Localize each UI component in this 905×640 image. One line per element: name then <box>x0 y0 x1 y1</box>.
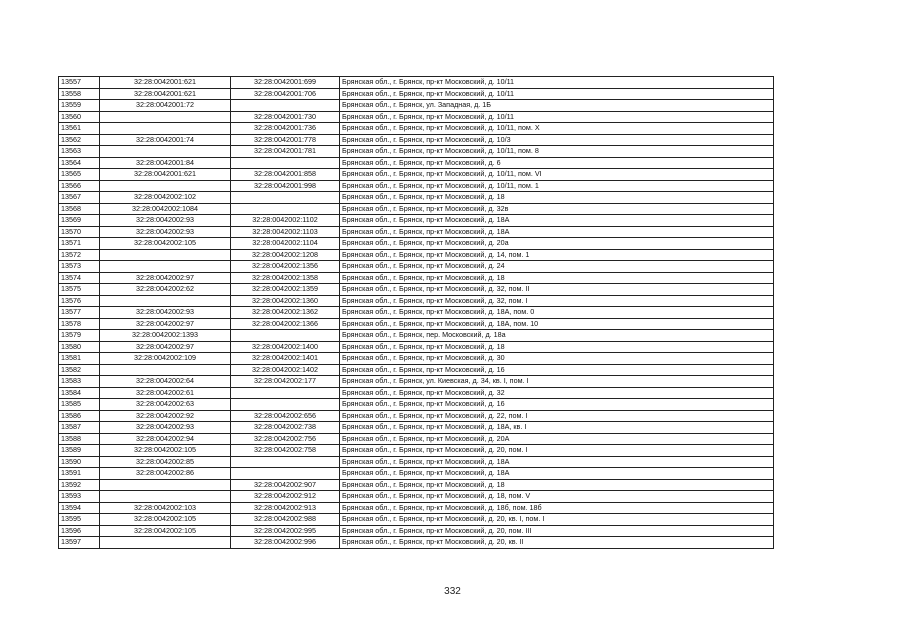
address-cell: Брянская обл., г. Брянск, пр-кт Московский, д. 18б, пом. 18б <box>340 502 774 514</box>
object-cadastral-number-cell <box>231 468 340 480</box>
object-cadastral-number-cell: 32:28:0042002:1362 <box>231 307 340 319</box>
row-number-cell: 13578 <box>59 318 100 330</box>
row-number-cell: 13572 <box>59 249 100 261</box>
row-number-cell: 13593 <box>59 491 100 503</box>
table-row <box>59 341 774 353</box>
table-row <box>59 272 774 284</box>
address-cell: Брянская обл., г. Брянск, пр-кт Московский, д. 10/11, пом. VI <box>340 169 774 181</box>
land-cadastral-number-cell: 32:28:0042002:93 <box>100 226 231 238</box>
table-row <box>59 284 774 296</box>
object-cadastral-number-cell: 32:28:0042002:1103 <box>231 226 340 238</box>
object-cadastral-number-cell: 32:28:0042002:756 <box>231 433 340 445</box>
table-row <box>59 77 774 89</box>
table-row <box>59 249 774 261</box>
object-cadastral-number-cell <box>231 387 340 399</box>
table-row <box>59 479 774 491</box>
row-number-cell: 13586 <box>59 410 100 422</box>
address-cell: Брянская обл., г. Брянск, пр-кт Московский, д. 16 <box>340 399 774 411</box>
table-row <box>59 238 774 250</box>
table-row <box>59 364 774 376</box>
land-cadastral-number-cell <box>100 364 231 376</box>
object-cadastral-number-cell: 32:28:0042001:706 <box>231 88 340 100</box>
row-number-cell: 13559 <box>59 100 100 112</box>
table-row <box>59 387 774 399</box>
object-cadastral-number-cell: 32:28:0042001:730 <box>231 111 340 123</box>
page-number: 332 <box>444 586 461 597</box>
land-cadastral-number-cell: 32:28:0042001:84 <box>100 157 231 169</box>
table-row <box>59 456 774 468</box>
address-cell: Брянская обл., г. Брянск, пр-кт Московский, д. 18 <box>340 479 774 491</box>
object-cadastral-number-cell <box>231 456 340 468</box>
table-row <box>59 376 774 388</box>
land-cadastral-number-cell: 32:28:0042002:93 <box>100 215 231 227</box>
table-row <box>59 169 774 181</box>
land-cadastral-number-cell: 32:28:0042002:92 <box>100 410 231 422</box>
address-cell: Брянская обл., г. Брянск, пр-кт Московский, д. 10/11 <box>340 77 774 89</box>
row-number-cell: 13564 <box>59 157 100 169</box>
row-number-cell: 13589 <box>59 445 100 457</box>
row-number-cell: 13587 <box>59 422 100 434</box>
table-row <box>59 468 774 480</box>
land-cadastral-number-cell: 32:28:0042002:97 <box>100 341 231 353</box>
address-cell: Брянская обл., г. Брянск, пр-кт Московский, д. 10/11 <box>340 111 774 123</box>
row-number-cell: 13562 <box>59 134 100 146</box>
object-cadastral-number-cell: 32:28:0042002:177 <box>231 376 340 388</box>
address-cell: Брянская обл., г. Брянск, пр-кт Московский, д. 18 <box>340 192 774 204</box>
row-number-cell: 13588 <box>59 433 100 445</box>
land-cadastral-number-cell <box>100 295 231 307</box>
address-cell: Брянская обл., г. Брянск, пр-кт Московский, д. 32, пом. II <box>340 284 774 296</box>
row-number-cell: 13595 <box>59 514 100 526</box>
land-cadastral-number-cell: 32:28:0042001:72 <box>100 100 231 112</box>
row-number-cell: 13563 <box>59 146 100 158</box>
land-cadastral-number-cell: 32:28:0042002:105 <box>100 445 231 457</box>
address-cell: Брянская обл., г. Брянск, ул. Западная, д. 1Б <box>340 100 774 112</box>
object-cadastral-number-cell: 32:28:0042001:699 <box>231 77 340 89</box>
land-cadastral-number-cell <box>100 537 231 549</box>
land-cadastral-number-cell: 32:28:0042002:109 <box>100 353 231 365</box>
address-cell: Брянская обл., г. Брянск, пр-кт Московский, д. 18А, пом. 0 <box>340 307 774 319</box>
row-number-cell: 13567 <box>59 192 100 204</box>
address-cell: Брянская обл., г. Брянск, пр-кт Московский, д. 20, кв. II <box>340 537 774 549</box>
object-cadastral-number-cell: 32:28:0042002:995 <box>231 525 340 537</box>
table-row <box>59 422 774 434</box>
object-cadastral-number-cell: 32:28:0042002:1359 <box>231 284 340 296</box>
address-cell: Брянская обл., г. Брянск, пр-кт Московский, д. 20, пом. I <box>340 445 774 457</box>
land-cadastral-number-cell: 32:28:0042002:102 <box>100 192 231 204</box>
land-cadastral-number-cell: 32:28:0042002:64 <box>100 376 231 388</box>
table-row <box>59 307 774 319</box>
land-cadastral-number-cell: 32:28:0042002:105 <box>100 238 231 250</box>
table-row <box>59 123 774 135</box>
row-number-cell: 13558 <box>59 88 100 100</box>
land-cadastral-number-cell: 32:28:0042002:93 <box>100 307 231 319</box>
address-cell: Брянская обл., г. Брянск, пр-кт Московский, д. 6 <box>340 157 774 169</box>
object-cadastral-number-cell: 32:28:0042001:778 <box>231 134 340 146</box>
object-cadastral-number-cell: 32:28:0042002:1402 <box>231 364 340 376</box>
object-cadastral-number-cell: 32:28:0042001:858 <box>231 169 340 181</box>
row-number-cell: 13571 <box>59 238 100 250</box>
land-cadastral-number-cell <box>100 479 231 491</box>
object-cadastral-number-cell: 32:28:0042002:1356 <box>231 261 340 273</box>
address-cell: Брянская обл., г. Брянск, пр-кт Московский, д. 10/3 <box>340 134 774 146</box>
address-cell: Брянская обл., г. Брянск, пр-кт Московский, д. 18А <box>340 456 774 468</box>
table-row <box>59 100 774 112</box>
land-cadastral-number-cell: 32:28:0042002:85 <box>100 456 231 468</box>
land-cadastral-number-cell: 32:28:0042002:97 <box>100 272 231 284</box>
table-row <box>59 318 774 330</box>
object-cadastral-number-cell: 32:28:0042002:1208 <box>231 249 340 261</box>
object-cadastral-number-cell: 32:28:0042002:1400 <box>231 341 340 353</box>
object-cadastral-number-cell: 32:28:0042002:1104 <box>231 238 340 250</box>
row-number-cell: 13591 <box>59 468 100 480</box>
address-cell: Брянская обл., г. Брянск, пр-кт Московский, д. 32, пом. I <box>340 295 774 307</box>
land-cadastral-number-cell <box>100 249 231 261</box>
object-cadastral-number-cell: 32:28:0042002:1366 <box>231 318 340 330</box>
object-cadastral-number-cell: 32:28:0042001:781 <box>231 146 340 158</box>
object-cadastral-number-cell <box>231 192 340 204</box>
row-number-cell: 13569 <box>59 215 100 227</box>
address-cell: Брянская обл., г. Брянск, пр-кт Московский, д. 18А, пом. 10 <box>340 318 774 330</box>
address-cell: Брянская обл., г. Брянск, пр-кт Московский, д. 18 <box>340 341 774 353</box>
table-row <box>59 146 774 158</box>
registry-table <box>58 76 774 549</box>
table-row <box>59 157 774 169</box>
registry-table-body <box>59 77 774 549</box>
object-cadastral-number-cell: 32:28:0042002:907 <box>231 479 340 491</box>
object-cadastral-number-cell: 32:28:0042002:1358 <box>231 272 340 284</box>
land-cadastral-number-cell: 32:28:0042002:97 <box>100 318 231 330</box>
land-cadastral-number-cell: 32:28:0042002:86 <box>100 468 231 480</box>
row-number-cell: 13597 <box>59 537 100 549</box>
table-row <box>59 295 774 307</box>
row-number-cell: 13568 <box>59 203 100 215</box>
address-cell: Брянская обл., г. Брянск, ул. Киевская, д. 34, кв. I, пом. I <box>340 376 774 388</box>
land-cadastral-number-cell <box>100 491 231 503</box>
row-number-cell: 13576 <box>59 295 100 307</box>
address-cell: Брянская обл., г. Брянск, пр-кт Московский, д. 10/11, пом. 1 <box>340 180 774 192</box>
address-cell: Брянская обл., г. Брянск, пр-кт Московский, д. 18А <box>340 215 774 227</box>
land-cadastral-number-cell: 32:28:0042001:74 <box>100 134 231 146</box>
land-cadastral-number-cell: 32:28:0042001:621 <box>100 77 231 89</box>
object-cadastral-number-cell: 32:28:0042002:913 <box>231 502 340 514</box>
row-number-cell: 13574 <box>59 272 100 284</box>
land-cadastral-number-cell: 32:28:0042002:62 <box>100 284 231 296</box>
table-row <box>59 330 774 342</box>
object-cadastral-number-cell: 32:28:0042001:998 <box>231 180 340 192</box>
address-cell: Брянская обл., г. Брянск, пр-кт Московский, д. 18А, кв. I <box>340 422 774 434</box>
land-cadastral-number-cell: 32:28:0042002:1393 <box>100 330 231 342</box>
address-cell: Брянская обл., г. Брянск, пр-кт Московский, д. 20А <box>340 433 774 445</box>
row-number-cell: 13577 <box>59 307 100 319</box>
object-cadastral-number-cell: 32:28:0042002:1102 <box>231 215 340 227</box>
table-row <box>59 410 774 422</box>
table-row <box>59 261 774 273</box>
object-cadastral-number-cell: 32:28:0042002:1360 <box>231 295 340 307</box>
row-number-cell: 13584 <box>59 387 100 399</box>
address-cell: Брянская обл., г. Брянск, пр-кт Московский, д. 10/11, пом. X <box>340 123 774 135</box>
table-row <box>59 525 774 537</box>
table-row <box>59 215 774 227</box>
land-cadastral-number-cell <box>100 111 231 123</box>
row-number-cell: 13566 <box>59 180 100 192</box>
row-number-cell: 13570 <box>59 226 100 238</box>
table-row <box>59 491 774 503</box>
address-cell: Брянская обл., г. Брянск, пр-кт Московский, д. 10/11, пом. 8 <box>340 146 774 158</box>
address-cell: Брянская обл., г. Брянск, пр-кт Московский, д. 14, пом. 1 <box>340 249 774 261</box>
object-cadastral-number-cell <box>231 157 340 169</box>
object-cadastral-number-cell: 32:28:0042002:656 <box>231 410 340 422</box>
object-cadastral-number-cell <box>231 330 340 342</box>
registry-sheet <box>58 76 763 549</box>
row-number-cell: 13557 <box>59 77 100 89</box>
table-row <box>59 226 774 238</box>
row-number-cell: 13561 <box>59 123 100 135</box>
land-cadastral-number-cell: 32:28:0042002:63 <box>100 399 231 411</box>
table-row <box>59 445 774 457</box>
row-number-cell: 13560 <box>59 111 100 123</box>
table-row <box>59 502 774 514</box>
object-cadastral-number-cell: 32:28:0042001:736 <box>231 123 340 135</box>
address-cell: Брянская обл., г. Брянск, пр-кт Московский, д. 32 <box>340 387 774 399</box>
table-row <box>59 88 774 100</box>
land-cadastral-number-cell: 32:28:0042002:105 <box>100 525 231 537</box>
row-number-cell: 13592 <box>59 479 100 491</box>
row-number-cell: 13579 <box>59 330 100 342</box>
row-number-cell: 13575 <box>59 284 100 296</box>
address-cell: Брянская обл., г. Брянск, пр-кт Московский, д. 30 <box>340 353 774 365</box>
row-number-cell: 13580 <box>59 341 100 353</box>
land-cadastral-number-cell: 32:28:0042001:621 <box>100 88 231 100</box>
object-cadastral-number-cell: 32:28:0042002:912 <box>231 491 340 503</box>
object-cadastral-number-cell: 32:28:0042002:1401 <box>231 353 340 365</box>
row-number-cell: 13565 <box>59 169 100 181</box>
row-number-cell: 13583 <box>59 376 100 388</box>
land-cadastral-number-cell: 32:28:0042002:1084 <box>100 203 231 215</box>
address-cell: Брянская обл., г. Брянск, пр-кт Московский, д. 10/11 <box>340 88 774 100</box>
land-cadastral-number-cell <box>100 146 231 158</box>
object-cadastral-number-cell: 32:28:0042002:738 <box>231 422 340 434</box>
address-cell: Брянская обл., г. Брянск, пр-кт Московский, д. 24 <box>340 261 774 273</box>
object-cadastral-number-cell: 32:28:0042002:758 <box>231 445 340 457</box>
row-number-cell: 13581 <box>59 353 100 365</box>
address-cell: Брянская обл., г. Брянск, пер. Московский, д. 18а <box>340 330 774 342</box>
address-cell: Брянская обл., г. Брянск, пр-кт Московский, д. 18А <box>340 226 774 238</box>
table-row <box>59 433 774 445</box>
land-cadastral-number-cell: 32:28:0042002:61 <box>100 387 231 399</box>
row-number-cell: 13590 <box>59 456 100 468</box>
table-row <box>59 537 774 549</box>
row-number-cell: 13585 <box>59 399 100 411</box>
table-row <box>59 134 774 146</box>
address-cell: Брянская обл., г. Брянск, пр-кт Московский, д. 20, кв. I, пом. I <box>340 514 774 526</box>
object-cadastral-number-cell: 32:28:0042002:996 <box>231 537 340 549</box>
table-row <box>59 192 774 204</box>
land-cadastral-number-cell <box>100 261 231 273</box>
land-cadastral-number-cell <box>100 180 231 192</box>
table-row <box>59 399 774 411</box>
land-cadastral-number-cell: 32:28:0042001:621 <box>100 169 231 181</box>
address-cell: Брянская обл., г. Брянск, пр-кт Московский, д. 18 <box>340 272 774 284</box>
row-number-cell: 13594 <box>59 502 100 514</box>
address-cell: Брянская обл., г. Брянск, пр-кт Московский, д. 18, пом. V <box>340 491 774 503</box>
address-cell: Брянская обл., г. Брянск, пр-кт Московский, д. 22, пом. I <box>340 410 774 422</box>
table-row <box>59 203 774 215</box>
address-cell: Брянская обл., г. Брянск, пр-кт Московский, д. 32в <box>340 203 774 215</box>
land-cadastral-number-cell: 32:28:0042002:93 <box>100 422 231 434</box>
address-cell: Брянская обл., г. Брянск, пр-кт Московский, д. 20а <box>340 238 774 250</box>
object-cadastral-number-cell <box>231 203 340 215</box>
address-cell: Брянская обл., г. Брянск, пр-кт Московский, д. 20, пом. III <box>340 525 774 537</box>
table-row <box>59 514 774 526</box>
object-cadastral-number-cell <box>231 399 340 411</box>
table-row <box>59 111 774 123</box>
table-row <box>59 353 774 365</box>
land-cadastral-number-cell: 32:28:0042002:105 <box>100 514 231 526</box>
row-number-cell: 13582 <box>59 364 100 376</box>
row-number-cell: 13573 <box>59 261 100 273</box>
land-cadastral-number-cell: 32:28:0042002:103 <box>100 502 231 514</box>
table-row <box>59 180 774 192</box>
land-cadastral-number-cell: 32:28:0042002:94 <box>100 433 231 445</box>
object-cadastral-number-cell <box>231 100 340 112</box>
row-number-cell: 13596 <box>59 525 100 537</box>
address-cell: Брянская обл., г. Брянск, пр-кт Московский, д. 18А <box>340 468 774 480</box>
object-cadastral-number-cell: 32:28:0042002:988 <box>231 514 340 526</box>
address-cell: Брянская обл., г. Брянск, пр-кт Московский, д. 16 <box>340 364 774 376</box>
land-cadastral-number-cell <box>100 123 231 135</box>
